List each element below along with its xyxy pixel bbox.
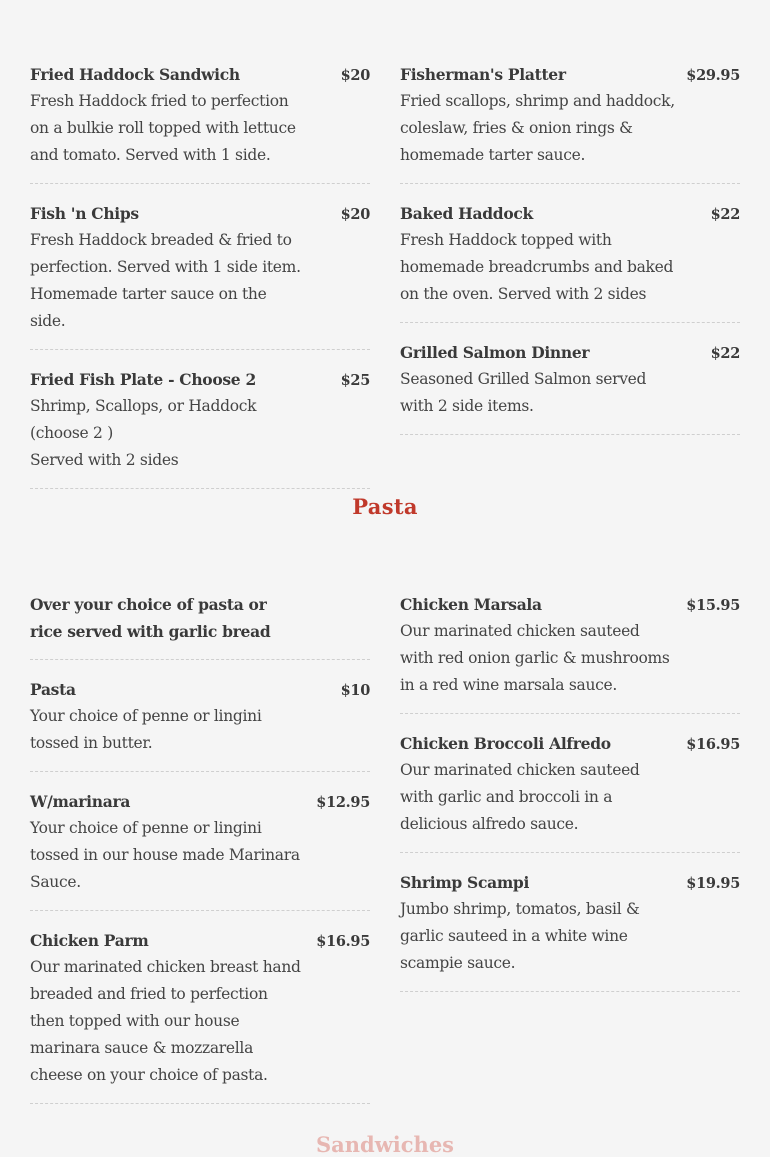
item-price: $16.95 — [316, 933, 370, 950]
menu-item — [30, 200, 370, 350]
menu-item — [400, 61, 740, 184]
seafood-left-column — [30, 61, 370, 505]
item-price: $29.95 — [686, 67, 740, 84]
section-title-pasta: Pasta — [352, 494, 418, 519]
item-description: Fried scallops, shrimp and haddock, coleslaw, fries & onion rings & homemade tarter sauce. — [400, 92, 675, 164]
item-description: Fresh Haddock breaded & fried to perfection. Served with 1 side item. Homemade tarter sauce on the side. — [30, 231, 301, 330]
menu-item — [400, 730, 740, 853]
item-name: Fried Haddock Sandwich — [30, 65, 240, 84]
item-price: $16.95 — [686, 736, 740, 753]
item-name: Chicken Marsala — [400, 595, 542, 614]
menu-item — [400, 339, 740, 435]
item-price: $10 — [340, 682, 370, 699]
item-name: Fish 'n Chips — [30, 204, 139, 223]
item-description: Fresh Haddock fried to perfection on a bulkie roll topped with lettuce and tomato. Served with 1 side. — [30, 92, 296, 164]
menu-item — [30, 366, 370, 489]
menu-item — [30, 61, 370, 184]
item-name: Grilled Salmon Dinner — [400, 343, 590, 362]
item-price: $12.95 — [316, 794, 370, 811]
pasta-menu — [30, 591, 740, 1120]
item-name: Baked Haddock — [400, 204, 533, 223]
item-description: Our marinated chicken sauteed with garlic and broccoli in a delicious alfredo sauce. — [400, 761, 640, 833]
item-name: Fisherman's Platter — [400, 65, 566, 84]
item-price: $22 — [710, 206, 740, 223]
item-price: $19.95 — [686, 875, 740, 892]
pasta-left-column — [30, 591, 370, 1120]
item-description: Jumbo shrimp, tomatos, basil & garlic sauteed in a white wine scampie sauce. — [400, 900, 640, 972]
item-name: Chicken Parm — [30, 931, 149, 950]
pasta-right-column — [400, 591, 740, 1120]
item-description: Fresh Haddock topped with homemade breadcrumbs and baked on the oven. Served with 2 sides — [400, 231, 674, 303]
item-description: Your choice of penne or lingini tossed in butter. — [30, 707, 262, 752]
menu-item — [30, 927, 370, 1104]
item-price: $25 — [340, 372, 370, 389]
menu-item — [400, 200, 740, 323]
item-price: $20 — [340, 206, 370, 223]
item-description: Our marinated chicken breast hand breaded and fried to perfection then topped with our house marinara sauce & mozzarella cheese on your choice of pasta. — [30, 958, 301, 1084]
item-description: Seasoned Grilled Salmon served with 2 side items. — [400, 370, 647, 415]
seafood-right-column — [400, 61, 740, 505]
item-price: $22 — [710, 345, 740, 362]
item-name: Chicken Broccoli Alfredo — [400, 734, 611, 753]
menu-item — [30, 788, 370, 911]
item-name: Fried Fish Plate - Choose 2 — [30, 370, 256, 389]
item-name: Pasta — [30, 680, 76, 699]
item-name: W/marinara — [30, 792, 131, 811]
item-name: Over your choice of pasta or rice served with garlic bread — [30, 595, 271, 641]
item-description: Your choice of penne or lingini tossed in our house made Marinara Sauce. — [30, 819, 300, 891]
menu-item — [400, 591, 740, 714]
item-price: $15.95 — [686, 597, 740, 614]
section-title-next: Sandwiches — [315, 1132, 455, 1157]
item-price: $20 — [340, 67, 370, 84]
item-description: Shrimp, Scallops, or Haddock (choose 2 ) Served with 2 sides — [30, 397, 257, 469]
menu-item — [400, 869, 740, 992]
seafood-menu — [30, 61, 740, 505]
item-description: Our marinated chicken sauteed with red onion garlic & mushrooms in a red wine marsala sauce. — [400, 622, 670, 694]
menu-item — [30, 676, 370, 772]
item-name: Shrimp Scampi — [400, 873, 530, 892]
menu-note — [30, 591, 370, 660]
